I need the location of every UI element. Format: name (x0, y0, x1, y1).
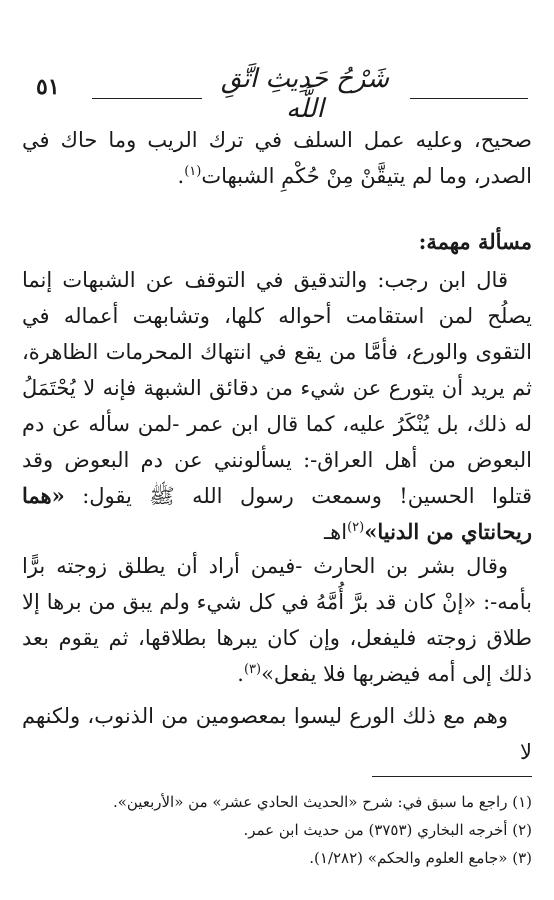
footnote-3: (٣) «جامع العلوم والحكم» (١/٢٨٢). (309, 849, 532, 867)
running-title: شَرْحُ حَدِيثِ اتَّقِ اللَّه (220, 64, 390, 124)
section-heading-block (22, 224, 532, 260)
section-heading: مسألة مهمة: (418, 229, 532, 254)
footnotes (22, 788, 532, 872)
footnote-ref-3: (٣) (243, 662, 262, 677)
ibn-rajab-paragraph (22, 262, 532, 550)
page-header (22, 60, 532, 124)
page-number: ٥١ (36, 74, 60, 100)
bishr-end: . (237, 662, 244, 686)
bishr-paragraph (22, 548, 532, 692)
footnote-ref-2: (٢) (347, 520, 365, 535)
footnote-ref-1: (١) (184, 164, 202, 179)
footnote-1: (١) راجع ما سبق في: شرح «الحديث الحادي عشر» من «الأربعين». (112, 793, 532, 811)
header-rule-right (410, 98, 528, 99)
footnote-2: (٢) أخرجه البخاري (٣٧٥٣) من حديث ابن عمر. (243, 821, 532, 839)
ibn-rajab-text: قال ابن رجب: والتدقيق في التوقف عن الشبهات إنما يصلُح لمن استقامت أحواله كلها، وتشابهت أعماله في التقوى والورع، فأمَّا من يقع في انتهاك المحرمات الظاهرة، ثم يريد أن يتورع عن شيء من دقائق الشبهة فإنه لا يُحْتَمَلُ له ذلك، بل يُنْكَرُ عليه، كما قال ابن عمر -لمن سأله عن دم البعوض من أهل العراق-: يسألونني عن دم البعوض وقد قتلوا الحسين! وسمعت رسول الله ﷺ يقول: (22, 268, 532, 508)
bishr-text: وقال بشر بن الحارث -فيمن أراد أن يطلق زوجته برًّا بأمه-: (22, 554, 532, 614)
wara-text: وهم مع ذلك الورع ليسوا بمعصومين من الذنوب، ولكنهم لا (22, 704, 532, 764)
intro-paragraph: صحيح، وعليه عمل السلف في ترك الريب وما حاك في الصدر، وما لم يتيقَّنْ مِنْ حُكْمِ الشبهات$^{(١)}$. (22, 128, 532, 188)
footnote-separator (372, 776, 532, 777)
hadith-quote: «هما ريحانتاي من الدنيا» (22, 483, 532, 544)
wara-paragraph (22, 698, 532, 770)
ibn-rajab-end: اهـ (324, 520, 348, 544)
header-rule-left (92, 98, 202, 99)
bishr-quote: «إنْ كان قد برَّ أُمَّهُ في كل شيء ولم يبق من برها إلا طلاق زوجته فليفعل، وإن كان يبرها بطلاقها، ثم يقوم بعد ذلك إلى أمه فيضربها فلا يفعل» (22, 590, 532, 686)
intro-text: صحيح، وعليه عمل السلف في ترك الريب وما حاك في الصدر، وما لم يتيقَّنْ مِنْ حُكْمِ الشبهات (22, 128, 532, 188)
